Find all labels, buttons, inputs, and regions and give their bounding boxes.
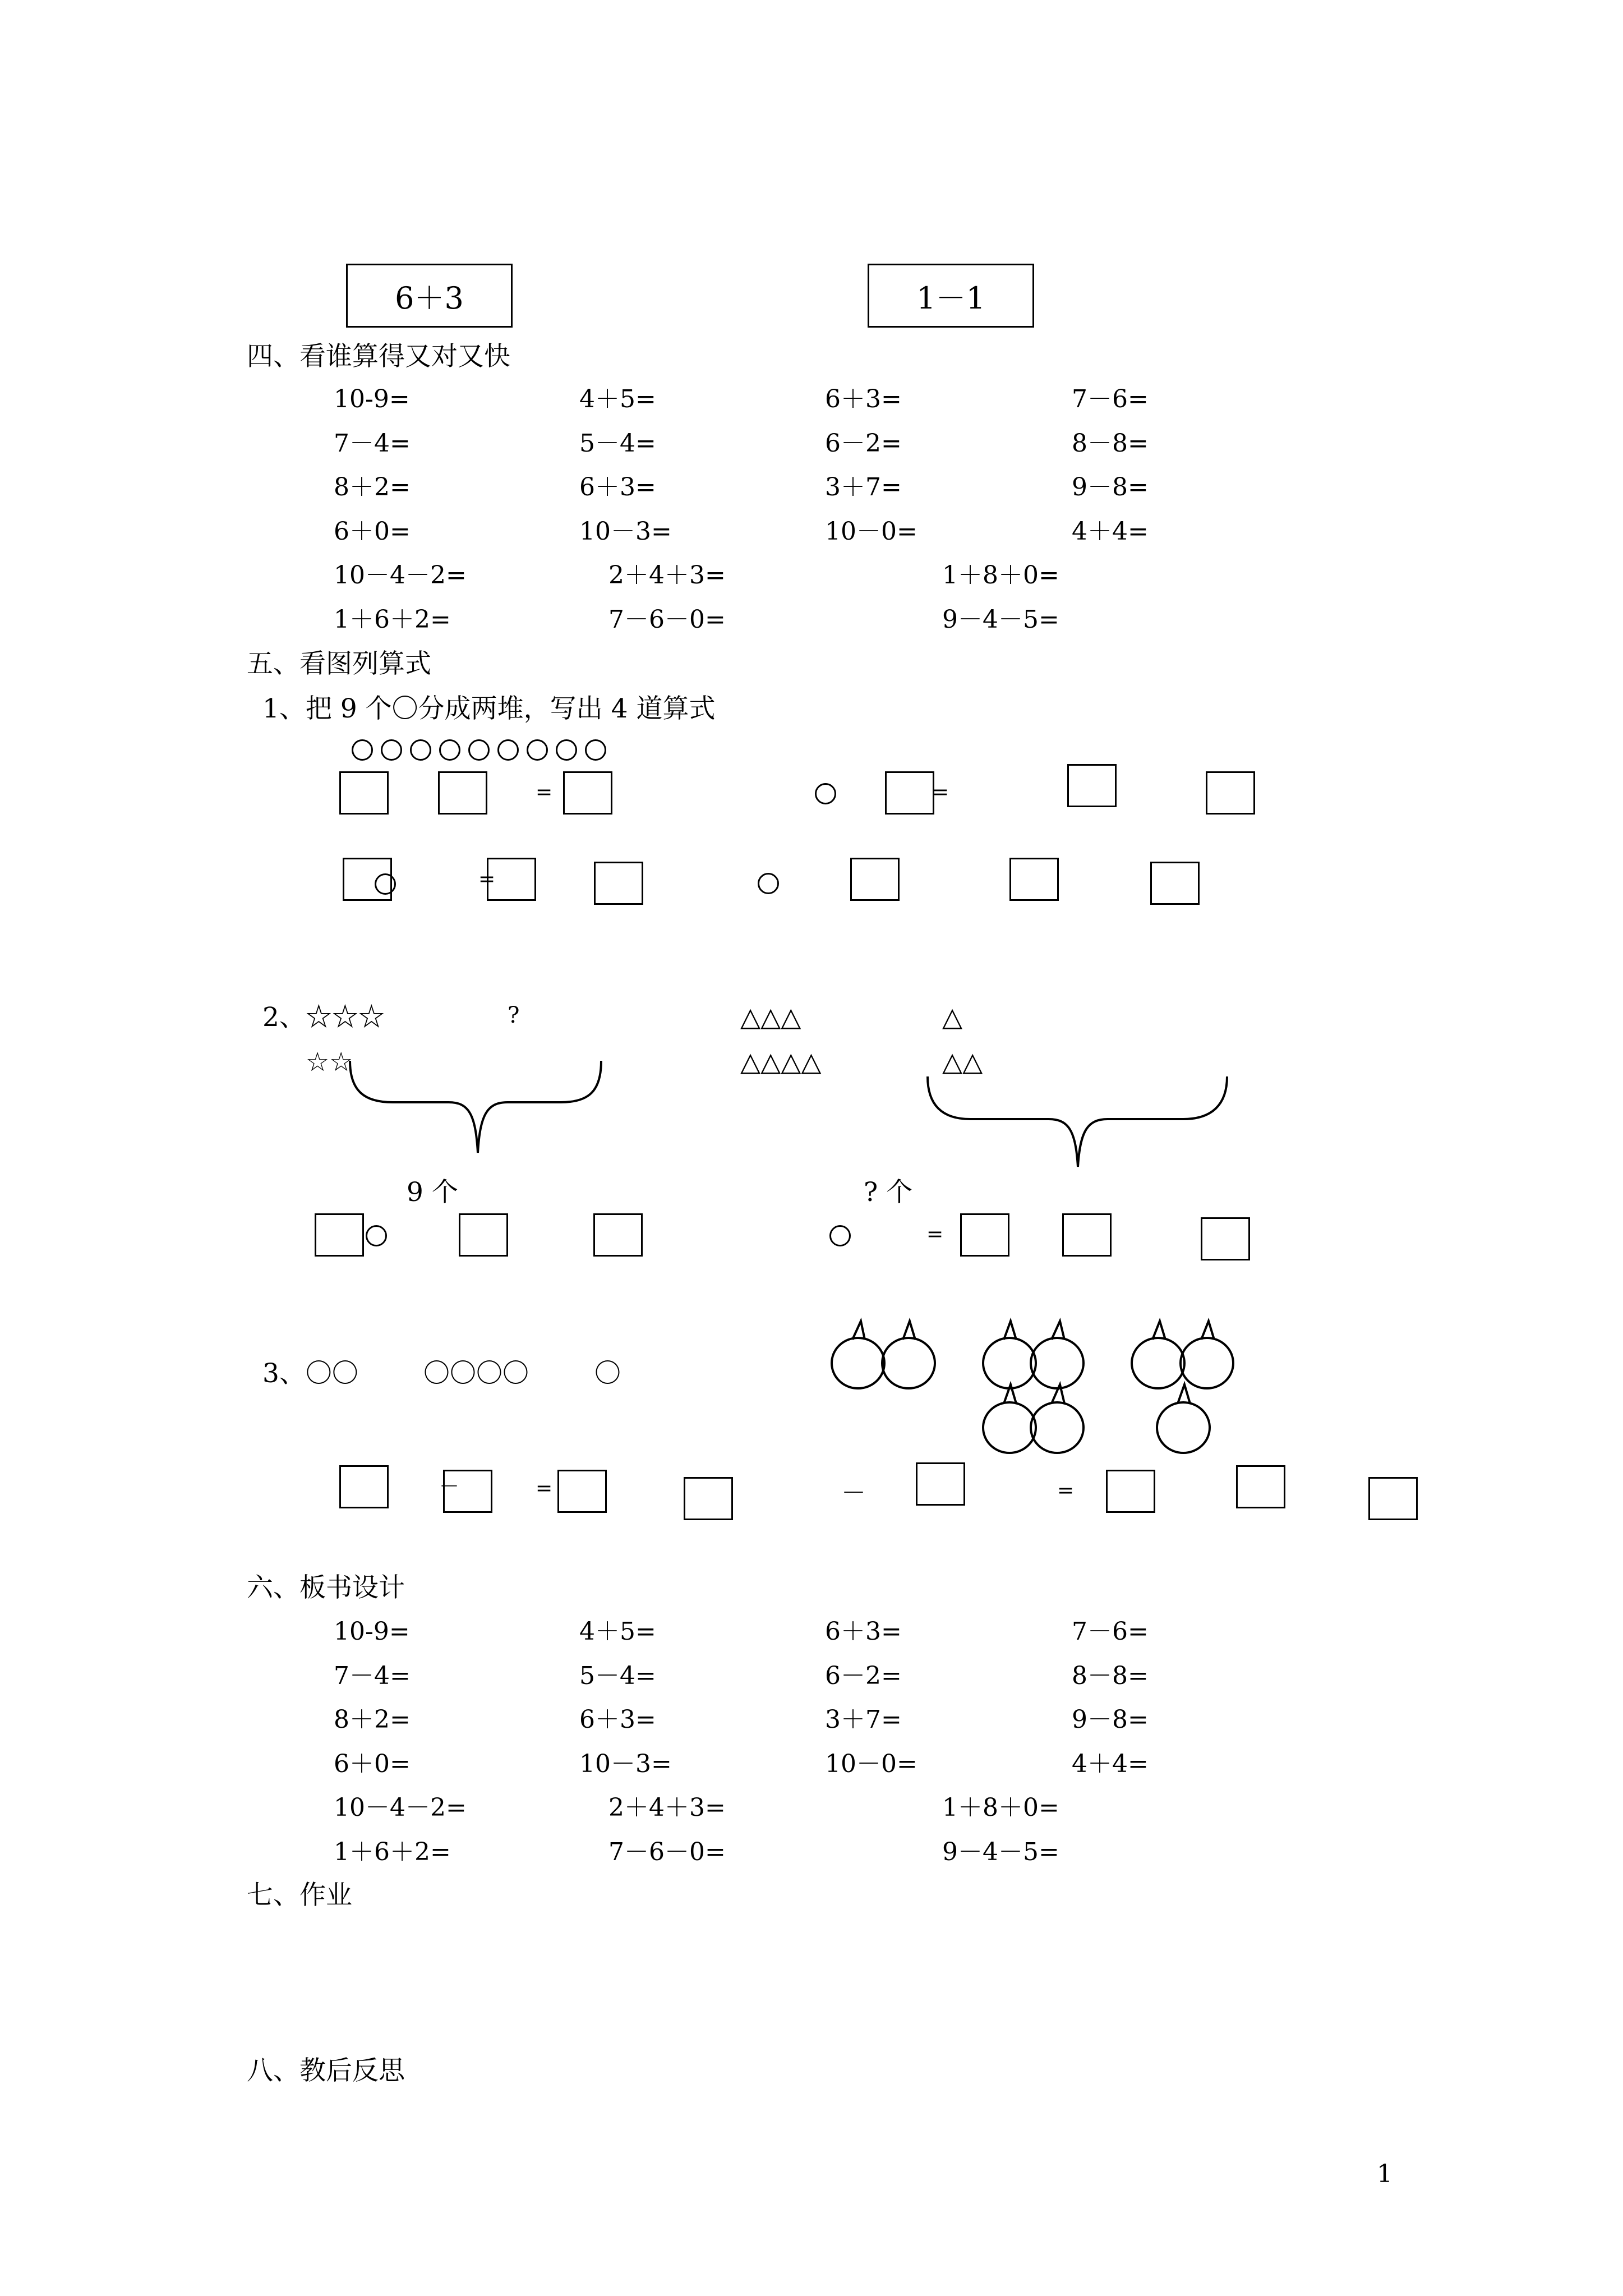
section-6-title: 六、板书设计 bbox=[247, 1572, 405, 1603]
answer-box[interactable] bbox=[1009, 858, 1059, 901]
equation-item: 7－6－0= bbox=[608, 605, 726, 634]
equation-item: 6＋3= bbox=[825, 1617, 902, 1646]
answer-box[interactable] bbox=[459, 1213, 508, 1257]
equation-item: 2＋4＋3= bbox=[608, 561, 726, 590]
answer-box[interactable] bbox=[885, 771, 934, 815]
equation-item: 3＋7= bbox=[825, 1705, 902, 1734]
q2-label: 2、☆☆☆ bbox=[262, 1002, 385, 1033]
answer-box[interactable] bbox=[443, 1470, 492, 1513]
q2-triangles-row2a: △△△△ bbox=[740, 1047, 822, 1078]
balloon-cluster bbox=[830, 1318, 1279, 1458]
answer-box[interactable] bbox=[487, 858, 536, 901]
equals-sign: = bbox=[1057, 1479, 1075, 1502]
equals-sign: = bbox=[478, 868, 496, 891]
answer-box[interactable] bbox=[438, 771, 487, 815]
equation-item: 4＋4= bbox=[1072, 517, 1149, 546]
circle-shape bbox=[381, 739, 402, 761]
q2-triangles-row1b: △ bbox=[942, 1002, 963, 1033]
equation-item: 5－4= bbox=[579, 1661, 656, 1690]
operator-circle[interactable] bbox=[829, 1225, 851, 1246]
answer-box[interactable] bbox=[1236, 1465, 1285, 1508]
top-box-left-text: 6＋3 bbox=[395, 280, 464, 316]
section-8-title: 八、教后反思 bbox=[247, 2055, 405, 2086]
section-4-title: 四、看谁算得又对又快 bbox=[247, 341, 510, 372]
equation-item: 9－8= bbox=[1072, 1705, 1149, 1734]
equation-item: 3＋7= bbox=[825, 473, 902, 501]
equation-item: 9－8= bbox=[1072, 473, 1149, 501]
circle-shape bbox=[439, 739, 460, 761]
circle-shape bbox=[585, 739, 606, 761]
equation-item: 7－4= bbox=[334, 1661, 411, 1690]
answer-box[interactable] bbox=[1368, 1477, 1418, 1520]
answer-box[interactable] bbox=[1067, 764, 1117, 807]
equation-item: 9－4－5= bbox=[942, 605, 1059, 634]
equation-item: 4＋5= bbox=[579, 1617, 656, 1646]
equation-item: 10－4－2= bbox=[334, 561, 467, 590]
answer-box[interactable] bbox=[563, 771, 612, 815]
circle-shape bbox=[468, 739, 490, 761]
circle-shape bbox=[410, 739, 431, 761]
right-brace-shape bbox=[925, 1074, 1231, 1170]
answer-box[interactable] bbox=[1062, 1213, 1112, 1257]
section-5-title: 五、看图列算式 bbox=[247, 648, 431, 679]
equation-item: 1＋6＋2= bbox=[334, 1837, 451, 1866]
equation-item: 7－6－0= bbox=[608, 1837, 726, 1866]
answer-box[interactable] bbox=[1201, 1217, 1250, 1260]
answer-box[interactable] bbox=[1206, 771, 1255, 815]
minus-sign: － bbox=[841, 1479, 866, 1507]
equation-item: 8－8= bbox=[1072, 429, 1149, 458]
q3-label: 3、〇〇 bbox=[262, 1358, 358, 1389]
circle-shape bbox=[497, 739, 519, 761]
answer-box[interactable] bbox=[916, 1462, 965, 1506]
answer-box[interactable] bbox=[594, 862, 643, 905]
top-box-right bbox=[868, 264, 1034, 328]
equation-item: 10－0= bbox=[825, 517, 917, 546]
operator-circle[interactable] bbox=[758, 873, 779, 894]
equation-item: 8－8= bbox=[1072, 1661, 1149, 1690]
equation-item: 6＋3= bbox=[579, 1705, 656, 1734]
circle-shape bbox=[556, 739, 577, 761]
equation-item: 8＋2= bbox=[334, 1705, 411, 1734]
equation-item: 6＋0= bbox=[334, 1749, 411, 1778]
page-number: 1 bbox=[1377, 2160, 1393, 2188]
q2-right-total: ? 个 bbox=[864, 1177, 913, 1208]
equation-item: 4＋4= bbox=[1072, 1749, 1149, 1778]
equation-item: 7－6= bbox=[1072, 1617, 1149, 1646]
q3-circle-group-3: 〇 bbox=[594, 1358, 621, 1389]
answer-box[interactable] bbox=[1150, 862, 1200, 905]
section-7-title: 七、作业 bbox=[247, 1880, 352, 1911]
answer-box[interactable] bbox=[960, 1213, 1009, 1257]
operator-circle[interactable] bbox=[366, 1225, 387, 1246]
equation-item: 10－4－2= bbox=[334, 1793, 467, 1822]
equation-item: 1＋8＋0= bbox=[942, 1793, 1059, 1822]
equation-item: 10－3= bbox=[579, 1749, 672, 1778]
answer-box[interactable] bbox=[557, 1470, 607, 1513]
equation-item: 10－0= bbox=[825, 1749, 917, 1778]
circle-shape bbox=[527, 739, 548, 761]
q2-question-mark: ? bbox=[508, 1002, 520, 1028]
equation-item: 7－4= bbox=[334, 429, 411, 458]
equation-item: 1＋8＋0= bbox=[942, 561, 1059, 590]
equation-item: 5－4= bbox=[579, 429, 656, 458]
equation-item: 10－3= bbox=[579, 517, 672, 546]
circle-shape bbox=[352, 739, 373, 761]
equation-item: 1＋6＋2= bbox=[334, 605, 451, 634]
top-box-right-text: 1－1 bbox=[916, 280, 985, 316]
equation-item: 6－2= bbox=[825, 429, 902, 458]
equation-item: 6－2= bbox=[825, 1661, 902, 1690]
equals-sign: = bbox=[536, 1477, 553, 1500]
equation-item: 8＋2= bbox=[334, 473, 411, 501]
equation-item: 6＋3= bbox=[579, 473, 656, 501]
answer-box[interactable] bbox=[1106, 1470, 1155, 1513]
q2-triangles-row2b: △△ bbox=[942, 1047, 983, 1078]
q2-triangles-row1a: △△△ bbox=[740, 1002, 801, 1033]
equation-item: 9－4－5= bbox=[942, 1837, 1059, 1866]
top-box-left bbox=[346, 264, 513, 328]
equals-sign: = bbox=[536, 781, 553, 804]
equation-item: 6＋0= bbox=[334, 517, 411, 546]
q1-circle-row bbox=[352, 739, 606, 761]
equation-item: 6＋3= bbox=[825, 385, 902, 413]
answer-box[interactable] bbox=[315, 1213, 364, 1257]
operator-circle[interactable] bbox=[815, 783, 836, 804]
q2-stars-line2: ☆☆ bbox=[306, 1047, 353, 1078]
equals-sign: = bbox=[926, 1223, 944, 1246]
q3-circle-group-2: 〇〇〇〇 bbox=[423, 1358, 529, 1389]
answer-box[interactable] bbox=[850, 858, 900, 901]
equals-sign: = bbox=[932, 781, 949, 804]
equation-item: 10-9= bbox=[334, 385, 410, 413]
answer-box[interactable] bbox=[339, 771, 389, 815]
minus-sign: － bbox=[439, 1475, 460, 1498]
answer-box[interactable] bbox=[339, 1465, 389, 1508]
answer-box[interactable] bbox=[684, 1477, 733, 1520]
equation-item: 4＋5= bbox=[579, 385, 656, 413]
equation-item: 2＋4＋3= bbox=[608, 1793, 726, 1822]
q2-left-total: 9 个 bbox=[407, 1177, 458, 1208]
equation-item: 7－6= bbox=[1072, 385, 1149, 413]
answer-box[interactable] bbox=[593, 1213, 643, 1257]
q1-label: 1、把 9 个〇分成两堆，写出 4 道算式 bbox=[262, 693, 716, 724]
answer-box[interactable] bbox=[343, 858, 392, 901]
equation-item: 10-9= bbox=[334, 1617, 410, 1646]
left-brace-shape bbox=[348, 1057, 606, 1156]
